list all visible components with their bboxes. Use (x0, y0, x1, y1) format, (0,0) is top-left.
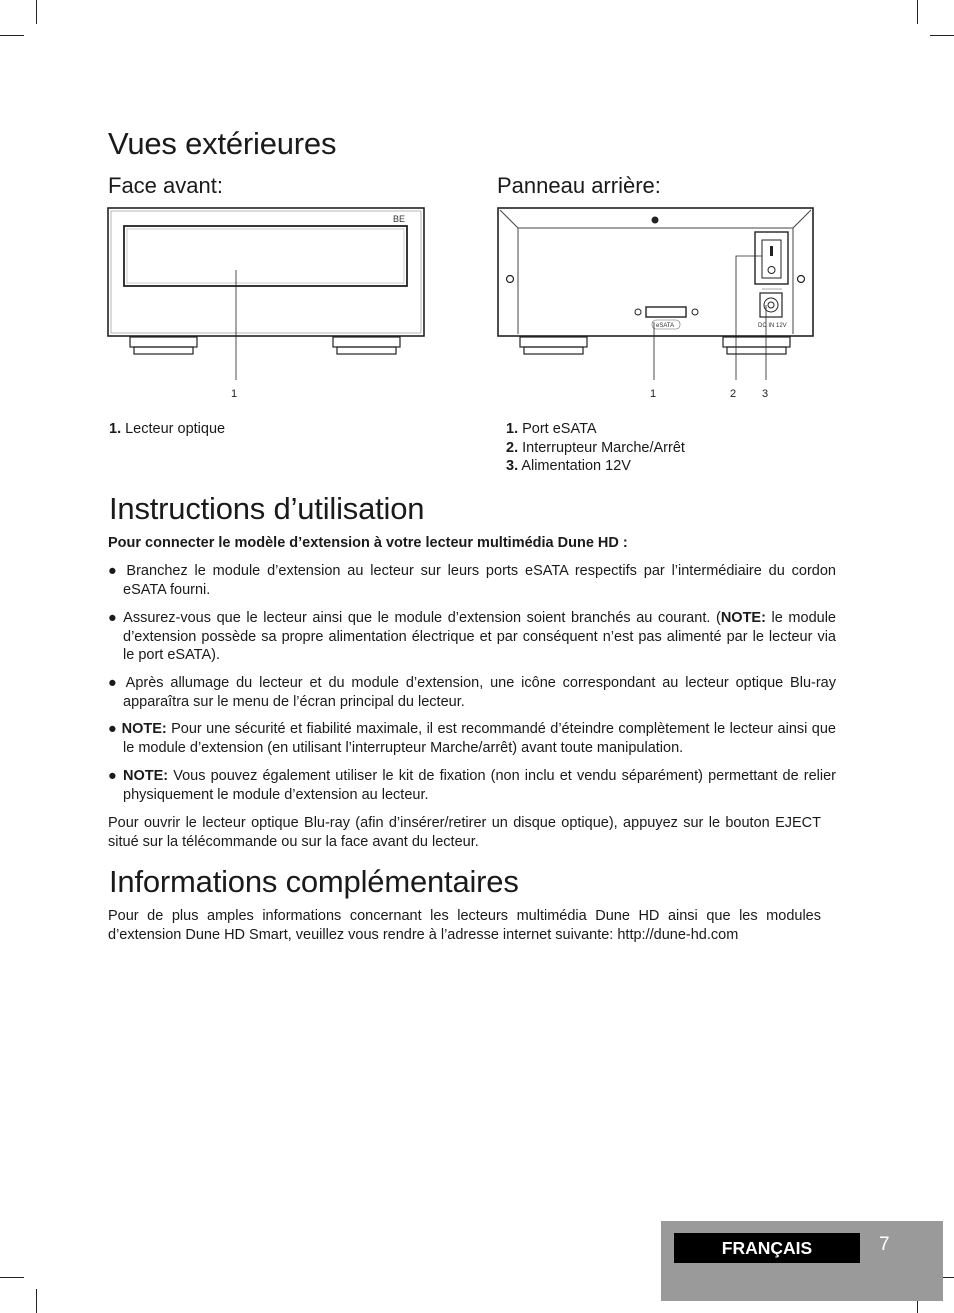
legend-item: 3. Alimentation 12V (506, 458, 631, 474)
language-tab: FRANÇAIS (674, 1233, 860, 1263)
dc-power-jack (758, 289, 787, 329)
esata-port (635, 307, 698, 329)
legend-item: 2. Interrupteur Marche/Arrêt (506, 439, 685, 456)
additional-info-title: Informations complémentaires (109, 864, 519, 899)
front-view-diagram (100, 200, 440, 410)
front-legend (109, 420, 225, 439)
instructions-intro: Pour connecter le modèle d’extension à votre lecteur multimédia Dune HD : (108, 535, 628, 551)
page-number: 7 (879, 1234, 890, 1255)
foot-left (520, 337, 587, 354)
crop-mark (0, 35, 24, 36)
callout-number-2: 2 (730, 388, 737, 400)
rear-panel-diagram (490, 200, 830, 410)
side-screw-left (507, 276, 514, 283)
instruction-bullet-4: ● NOTE: Pour une sécurité et fiabilité maximale, il est recommandé d’éteindre complètement le lecteur ainsi que le module d’extension (en utilisant l’interrupteur Marche/arrêt) avant toute manipulation. (108, 721, 836, 756)
crop-mark (36, 0, 37, 24)
instruction-bullet-3: ● Après allumage du lecteur et du module d’extension, une icône correspondant au lecteur optique Blu-ray apparaîtra sur le menu de l’écran principal du lecteur. (108, 675, 836, 710)
legend-item: 1. Port eSATA (506, 421, 597, 437)
foot-right (723, 337, 790, 354)
front-view-heading: Face avant: (108, 173, 223, 198)
exterior-views-title: Vues extérieures (108, 126, 337, 161)
crop-mark (36, 1289, 37, 1313)
rear-legend (506, 420, 685, 476)
callout-number-3: 3 (762, 388, 769, 400)
instruction-bullet-2: ● Assurez-vous que le lecteur ainsi que le module d’extension soient branchés au courant. (NOTE: le module d’extension possède sa propre alimentation électrique et par conséquent n’est pas alimenté par le lecteur via le port eSATA). (108, 610, 836, 663)
side-screw-right (798, 276, 805, 283)
crop-mark (0, 1277, 24, 1278)
dc-in-label: DC IN 12V (758, 323, 787, 329)
esata-label: eSATA (656, 323, 675, 329)
optical-drive-window (124, 226, 407, 286)
legend-item: 1. Lecteur optique (109, 421, 226, 437)
crop-mark (930, 35, 954, 36)
callout-line-2 (736, 256, 762, 380)
callout-number-1: 1 (650, 388, 657, 400)
additional-info-text: Pour de plus amples informations concernant les lecteurs multimédia Dune HD ainsi que les modules d’extension Dune HD Smart, veuillez vous rendre à l’adresse internet suivante: http://dune-hd.com (108, 908, 821, 943)
crop-mark (917, 0, 918, 24)
foot-right (333, 337, 400, 354)
badge-label: BE (393, 214, 406, 224)
power-switch (755, 232, 788, 284)
foot-left (130, 337, 197, 354)
rear-panel-heading: Panneau arrière: (497, 173, 661, 198)
instruction-bullet-5: ● NOTE: Vous pouvez également utiliser le kit de fixation (non inclu et vendu séparément) permettant de relier physiquement le module d’extension au lecteur. (108, 768, 836, 803)
instruction-bullet-1: ● Branchez le module d’extension au lecteur sur leurs ports eSATA respectifs par l’intermédiaire du cordon eSATA fourni. (108, 563, 836, 598)
top-screw (652, 217, 659, 224)
callout-number: 1 (231, 388, 238, 400)
instructions-closing: Pour ouvrir le lecteur optique Blu-ray (afin d’insérer/retirer un disque optique), appuyez sur le bouton EJECT situé sur la télécommande ou sur la face avant du lecteur. (108, 815, 821, 850)
instructions-title: Instructions d’utilisation (109, 491, 425, 526)
